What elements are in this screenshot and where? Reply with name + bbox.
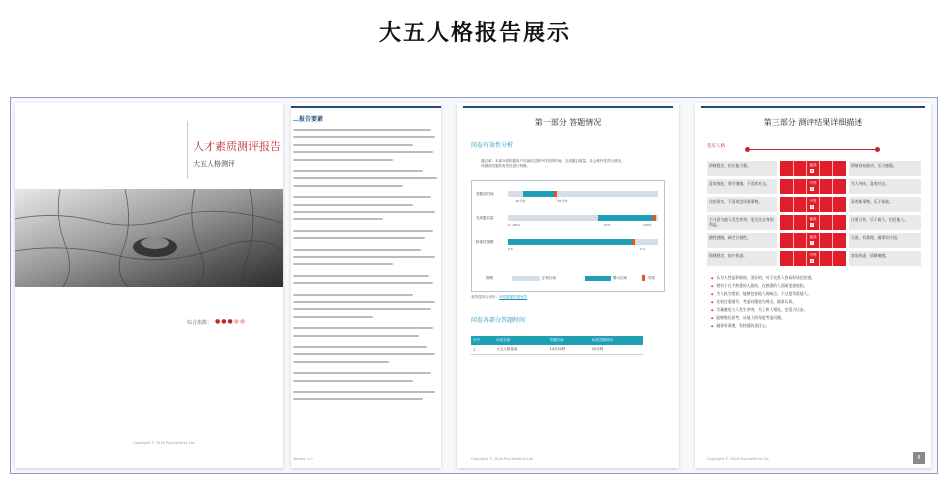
trait-level: 中等 <box>809 253 817 257</box>
bar-tick-label: 20分钟 <box>515 199 526 203</box>
table-header-cell: 问卷名称 <box>494 336 547 345</box>
trait-row <box>707 179 921 194</box>
trait-level: 偏高 <box>809 163 817 167</box>
bar-tick-label: 100% <box>643 223 652 227</box>
bar-tick-label: 0 ~80% <box>508 223 521 227</box>
table-header-row <box>471 336 643 345</box>
bullet-item: ◆ 尽量避免与人发生冲突，为了和人相处，会适当让步。 <box>711 307 807 313</box>
legend-warning: 警示区间 <box>613 276 627 280</box>
text-line <box>293 211 435 213</box>
table-cell: 14分22秒 <box>548 345 590 355</box>
bullet-item: ◆ 为人较为宽容，能够包容他人的缺点，不过度苛责他人。 <box>711 291 811 297</box>
bar-label: 粉饰性指数 <box>476 240 494 244</box>
validity-chart <box>471 180 665 292</box>
bullet-item: ◆ 比较注重细节，考虑问题较为周全，做事认真。 <box>711 299 796 305</box>
text-line <box>293 327 433 329</box>
text-line <box>293 282 433 284</box>
table-body <box>471 345 643 355</box>
trait-high-description: 尽责，有条理，做事有计划。 <box>849 233 921 248</box>
bar-fill <box>523 191 555 197</box>
trait-score-band <box>780 215 846 230</box>
validity-summary <box>471 295 527 300</box>
text-line <box>293 398 423 400</box>
trait-high-description: 容易焦虑，情绪敏感。 <box>849 251 921 266</box>
text-line <box>293 301 435 303</box>
text-line <box>293 196 431 198</box>
legend-swatch-abnormal <box>642 275 645 281</box>
validity-summary-link[interactable]: 问卷数据结果有效 <box>499 295 527 299</box>
rating-label: 综合指数： <box>187 320 213 326</box>
validity-section-heading: 问卷有效性分析 <box>471 142 514 149</box>
page-rule <box>291 106 441 108</box>
trait-level: 中等 <box>809 181 817 185</box>
trait-high-description: 为人外向，喜欢社交。 <box>849 179 921 194</box>
page-number: 8 <box>913 452 925 464</box>
validity-summary-label: 有效性综合评价： <box>471 295 499 299</box>
bar-tick-label: 40分钟 <box>557 199 568 203</box>
rating-dots-off: ●● <box>233 318 247 325</box>
rating-dots-on: ●●● <box>215 318 234 325</box>
text-line <box>293 380 413 382</box>
text-line <box>293 185 403 187</box>
report-text-page <box>291 103 441 468</box>
bullet-item: ◆ 相对于在不熟悉的人面前，在熟悉的人面前更加放松。 <box>711 283 807 289</box>
trait-high-description: 喜欢新事物，乐于探索。 <box>849 197 921 212</box>
table-row <box>471 345 643 355</box>
trait-score-band <box>780 179 846 194</box>
trait-low-description: 比较务实，不喜欢尝试新事物。 <box>707 197 777 212</box>
bar-label: 完成题目量 <box>476 216 494 220</box>
trait-high-description: 注重合作，乐于助人，信任他人。 <box>849 215 921 230</box>
validity-intro-line2: 该测试结果的有效性进行判断。 <box>481 164 530 168</box>
table-cell: 大五人格量表 <box>494 345 547 355</box>
bullet-item: ◆ 认为人性是积极的、美好的，对于这类人容易形成信任感。 <box>711 275 815 281</box>
part3-title: 第三部分 测评结果详细描述 <box>763 118 863 127</box>
part1-footer: Copyright © 2018 PsychoVerse Ltd. <box>471 457 534 461</box>
page-title: 大五人格报告展示 <box>378 21 571 46</box>
trait-low-description: 情绪稳定、抗压能力强。 <box>707 161 777 176</box>
text-line <box>293 391 435 393</box>
text-line <box>293 136 435 138</box>
text-line <box>293 263 393 265</box>
text-line <box>293 177 437 179</box>
trait-low-description: 喜欢独处，保守谨慎，不喜欢社交。 <box>707 179 777 194</box>
text-line <box>293 218 383 220</box>
trait-row <box>707 161 921 176</box>
range-dot-start <box>745 147 750 152</box>
text-line <box>293 316 373 318</box>
range-line <box>747 149 877 150</box>
text-page-heading: …报告要素 <box>293 116 324 123</box>
report-preview-frame <box>10 97 938 474</box>
text-line <box>293 275 429 277</box>
trait-score-band <box>780 233 846 248</box>
text-line <box>293 204 413 206</box>
text-line <box>293 294 413 296</box>
cover-subtitle: 大五人格测评 <box>193 160 235 168</box>
legend-swatch-warning <box>585 276 611 281</box>
report-part1-page <box>457 103 679 468</box>
trait-row <box>707 215 921 230</box>
trait-score-band <box>780 161 846 176</box>
cover-title: 人才素质测评报告 <box>193 140 281 153</box>
bar-marker <box>653 215 656 221</box>
table-header-cell: 答题时间 <box>548 336 590 345</box>
text-line <box>293 159 393 161</box>
bar-tick-label: 0.3 <box>640 247 645 251</box>
legend-label: 图例 <box>486 276 493 280</box>
text-line <box>293 237 425 239</box>
trait-level: 中等 <box>809 199 817 203</box>
text-line <box>293 170 423 172</box>
text-line <box>293 151 433 153</box>
bar-tick-label: 0.5 <box>508 247 513 251</box>
trait-low-description: 不介意与他人发生冲突，更关注自身的利益。 <box>707 215 777 230</box>
trait-score: 5 <box>811 205 814 209</box>
text-page-footer: Version 1.0 <box>293 457 313 461</box>
text-line <box>293 346 427 348</box>
cover-footer: Copyright © 2018 PsychoVerse Ltd. <box>133 441 196 445</box>
legend-swatch-normal <box>512 276 540 281</box>
bar-fill <box>598 215 654 221</box>
range-dot-end <box>875 147 880 152</box>
trait-low-description: 情绪稳定，较少焦虑。 <box>707 251 777 266</box>
part3-footer: Copyright © 2018 PsychoVerse Ltd. <box>707 457 770 461</box>
bullet-item: ◆ 做事有条理，有较强的责任心。 <box>711 323 769 329</box>
text-line <box>293 249 421 251</box>
legend-abnormal: 异常 <box>648 276 655 280</box>
part1-title: 第一部分 答题情况 <box>534 118 602 127</box>
table-header-cell: 标准答题时间 <box>590 336 643 345</box>
puzzle-image <box>15 189 283 287</box>
validity-intro <box>481 159 671 169</box>
trait-score: 7 <box>811 241 814 245</box>
table-cell: 1 <box>471 345 494 355</box>
range-label: 适应人格 <box>707 144 725 149</box>
rating-dots <box>215 318 246 325</box>
trait-row <box>707 233 921 248</box>
text-line <box>293 129 431 131</box>
report-cover-page <box>15 103 283 468</box>
page-rule <box>463 106 673 108</box>
text-line <box>293 230 433 232</box>
page-rule <box>701 106 925 108</box>
text-line <box>293 256 435 258</box>
table-header-cell: 序号 <box>471 336 494 345</box>
text-line <box>293 144 413 146</box>
trait-score-band <box>780 197 846 212</box>
trait-level: 偏高 <box>809 235 817 239</box>
trait-low-description: 随性洒脱，缺乏计划性。 <box>707 233 777 248</box>
trait-score: 4 <box>811 259 814 263</box>
trait-score-band <box>780 251 846 266</box>
trait-score: 7 <box>811 223 814 227</box>
trait-score: 5 <box>811 187 814 191</box>
trait-high-description: 情绪容易波动，压力感强。 <box>849 161 921 176</box>
trait-score: 6 <box>811 169 814 173</box>
timing-section-heading: 问卷各部分答题时间 <box>471 317 526 324</box>
timing-table <box>471 336 643 355</box>
trait-row <box>707 251 921 266</box>
trait-row <box>707 197 921 212</box>
text-line <box>293 335 419 337</box>
bar-tick-label: 97% <box>604 223 611 227</box>
report-part3-page <box>695 103 931 468</box>
bar-marker <box>632 239 635 245</box>
cover-divider <box>187 121 188 179</box>
text-line <box>293 372 431 374</box>
legend-normal: 正常区间 <box>542 276 556 280</box>
text-line <box>293 353 435 355</box>
bar-marker <box>554 191 557 197</box>
text-line <box>293 308 431 310</box>
bar-fill <box>508 239 633 245</box>
validity-intro-line1: 通过率：本部分将依据用户在测试过程中作答的时间、完成题目数量、社会称许性得分情况， <box>481 159 625 163</box>
trait-level: 偏高 <box>809 217 817 221</box>
table-cell: 20分钟 <box>590 345 643 355</box>
bar-label: 答题总时间 <box>476 192 494 196</box>
bullet-item: ◆ 能够换位思考，从他人的角度考虑问题。 <box>711 315 785 321</box>
text-line <box>293 361 389 363</box>
